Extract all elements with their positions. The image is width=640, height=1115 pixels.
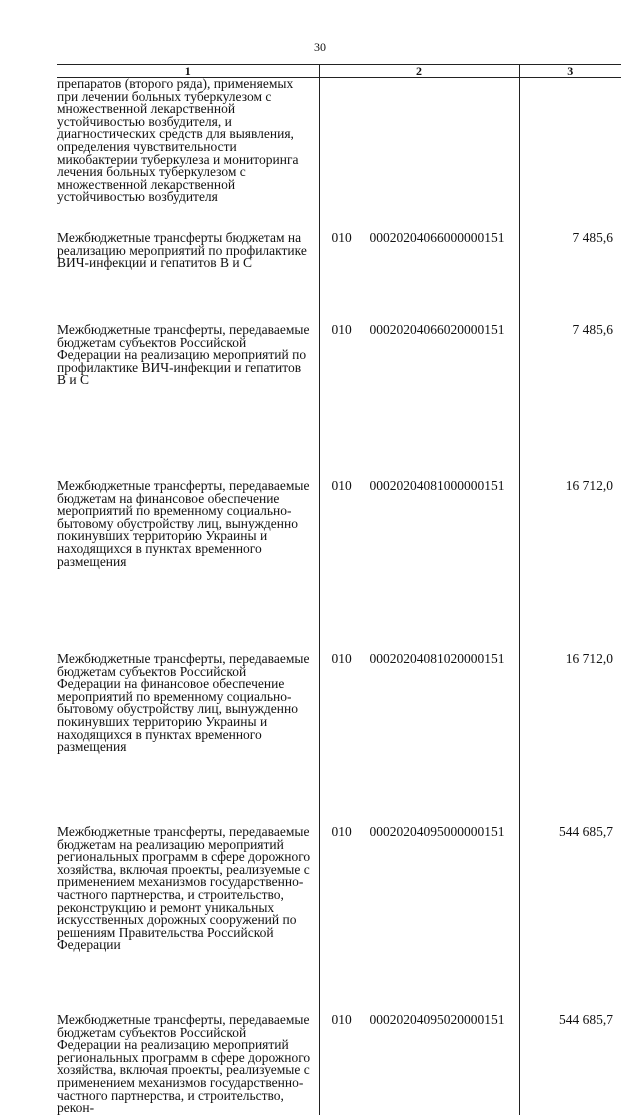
row-amount-cell (519, 226, 621, 318)
row-description: Межбюджетные трансферты, передаваемые бюджетам субъектов Российской Федерации на реализацию мероприятий по профилактике ВИЧ-инфекции и гепатитов В и С (57, 322, 310, 388)
table-row (57, 647, 621, 820)
admin-code: 010 (331, 824, 352, 839)
row-amount-cell (519, 78, 621, 227)
budget-code: 00020204081020000151 (369, 651, 505, 666)
amount-value: 544 685,7 (559, 824, 613, 839)
row-code-cell (319, 474, 519, 647)
row-description: Межбюджетные трансферты, передаваемые бюджетам на реализацию мероприятий региональных программ в сфере дорожного хозяйства, включая проекты, реализуемые с применением механизмов государственно-частного партнерства, и строительство, реконструкцию и ремонт уникальных искусственных дорожных сооружений по решениям Правительства Российской Федерации (57, 824, 311, 953)
row-code-cell (319, 1008, 519, 1115)
row-code-cell (319, 647, 519, 820)
column-header-2: 2 (319, 65, 519, 78)
column-header-1: 1 (57, 65, 319, 78)
admin-code: 010 (331, 322, 352, 337)
row-code-cell (319, 78, 519, 227)
table-row (57, 318, 621, 474)
budget-code: 00020204095000000151 (369, 824, 505, 839)
row-description: Межбюджетные трансферты, передаваемые бюджетам субъектов Российской Федерации на финансовое обеспечение мероприятий по временному социально-бытовому обустройству лиц, вынужденно покинувших территорию Украины и находящихся в пунктах временного размещения (57, 651, 310, 755)
row-code-cell (319, 226, 519, 318)
admin-code: 010 (331, 651, 352, 666)
amount-value: 7 485,6 (572, 230, 613, 245)
budget-code: 00020204066020000151 (369, 322, 505, 337)
amount-value: 16 712,0 (565, 478, 613, 493)
row-description: Межбюджетные трансферты, передаваемые бюджетам на финансовое обеспечение мероприятий по временному социально-бытовому обустройству лиц, вынужденно покинувших территорию Украины и находящихся в пунктах временного размещения (57, 478, 310, 569)
row-code-cell (319, 318, 519, 474)
admin-code: 010 (331, 230, 352, 245)
budget-code: 00020204095020000151 (369, 1012, 505, 1027)
row-amount-cell (519, 820, 621, 1008)
amount-value: 7 485,6 (572, 322, 613, 337)
row-amount-cell (519, 318, 621, 474)
table-row (57, 78, 621, 227)
table-row (57, 820, 621, 1008)
row-amount-cell (519, 1008, 621, 1115)
row-code-cell (319, 820, 519, 1008)
budget-table (57, 64, 621, 1115)
budget-code: 00020204081000000151 (369, 478, 505, 493)
row-description: Межбюджетные трансферты, передаваемые бюджетам субъектов Российской Федерации на реализацию мероприятий региональных программ в сфере дорожного хозяйства, включая проекты, реализуемые с применением механизмов государственно-частного партнерства, и строительство, рекон- (57, 1012, 311, 1115)
admin-code: 010 (331, 1012, 352, 1027)
budget-code: 00020204066000000151 (369, 230, 505, 245)
column-header-3: 3 (519, 65, 621, 78)
page-number: 30 (314, 40, 326, 54)
amount-value: 16 712,0 (565, 651, 613, 666)
row-amount-cell (519, 474, 621, 647)
table-row (57, 1008, 621, 1115)
row-description: Межбюджетные трансферты бюджетам на реализацию мероприятий по профилактике ВИЧ-инфекции и гепатитов В и С (57, 230, 307, 271)
row-description: препаратов (второго ряда), применяемых при лечении больных туберкулезом с множественной лекарственной устойчивостью возбудителя, и диагностических средств для выявления, определения чувствительности микобактерии туберкулеза и мониторинга лечения больных туберкулезом с множественной лекарственной устойчивостью возбудителя (57, 76, 299, 205)
table-row (57, 226, 621, 318)
row-amount-cell (519, 647, 621, 820)
table-row (57, 474, 621, 647)
admin-code: 010 (331, 478, 352, 493)
amount-value: 544 685,7 (559, 1012, 613, 1027)
